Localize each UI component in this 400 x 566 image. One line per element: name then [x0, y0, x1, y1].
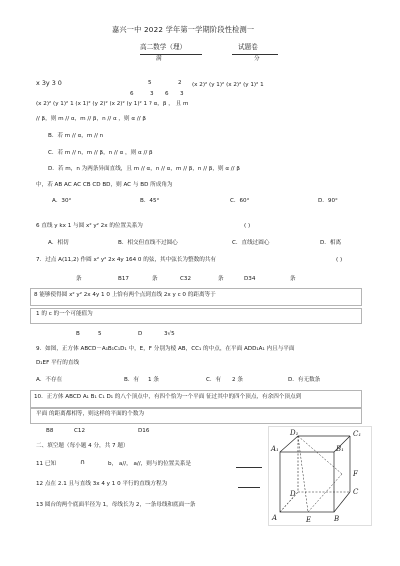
- q-angle-opt-a: A．30°: [52, 198, 72, 204]
- q6-opt-c: C．直线过圆心: [232, 240, 270, 246]
- full-marks-label: 满: [156, 56, 162, 62]
- paper-label: 试题卷: [238, 43, 258, 51]
- q1-line1b: (x 2)² (y 1)² (x 2)² (y 1)² 1: [192, 82, 264, 88]
- q11-rest: b， a//， a//，则与的位置关系是: [108, 461, 192, 467]
- q8-line2: 1 的 c 的一个可能值为: [36, 311, 93, 317]
- q7-stem: 7．过点 A(11,2) 作圆 x² y² 2x 4y 164 0 的弦，其中弦长为整数的共有: [36, 257, 216, 263]
- label-d1: D₁: [290, 429, 299, 437]
- q-angle-opt-b: B．45°: [140, 198, 160, 204]
- q7-opt-2: B17: [118, 276, 129, 282]
- q9-opt-c-val: 2 条: [232, 377, 243, 383]
- title-underline: [140, 54, 202, 55]
- q9-opt-c: C．有: [206, 377, 222, 383]
- q6-opt-d: D．相离: [320, 240, 342, 246]
- frac-den-4: 3: [180, 91, 184, 97]
- paper-underline: [232, 54, 278, 55]
- q9-opt-a: A．不存在: [36, 377, 63, 383]
- q12-stem: 12 点在 2.1 且与直线 3x 4 y 1 0 平行的直线方程为: [36, 481, 168, 487]
- q9-stem: 9．如图，正方体 ABCD－A₁B₁C₁D₁ 中，E，F 分别为棱 AB，CC₁ 的中点，在平面 ADD₁A₁ 内且与平面: [36, 346, 295, 352]
- q1-line3: // β，则 m // α，m // β，n // α ，则 α // β: [36, 116, 146, 122]
- q10-line2: 平面 的距离都相等，则这样的平面的个数为: [36, 411, 145, 417]
- page-subtitle: 高二数学（理）: [140, 43, 187, 51]
- q8-opt-b: B: [76, 331, 80, 337]
- frac-den-3: 6: [165, 91, 169, 97]
- q7-paren: ( ): [336, 257, 343, 263]
- q9-opt-b: B．有: [124, 377, 140, 383]
- q1-line1: x 3y 3 0: [36, 79, 62, 87]
- q8-opt-d-val: 3√5: [164, 331, 175, 337]
- q10-opt-d: D16: [138, 428, 150, 434]
- label-b: B: [334, 515, 340, 523]
- q8-opt-b-val: 5: [98, 331, 102, 337]
- frac-num-2: 2: [178, 80, 182, 86]
- q8-line2-box: [30, 308, 362, 324]
- q11-cap-symbol: ∩: [80, 458, 86, 466]
- q11-answer-blank: [236, 467, 262, 468]
- q7-opt-5: 条: [218, 276, 224, 282]
- q8-stem: 8 能够使得圆 x² y² 2x 4y 1 0 上恰有两个点到直线 2x y c 0 的距离等于: [34, 292, 216, 298]
- q9-opt-d: D．有无数条: [288, 377, 321, 383]
- q7-opt-4: C32: [180, 276, 192, 282]
- frac-den-2: 3: [150, 91, 154, 97]
- q7-opt-3: 条: [152, 276, 158, 282]
- label-c1: C₁: [353, 430, 362, 438]
- q1-line6: D．若 m，n 为两条异面直线，且 m // α，n // α，m // β，n // β，则 α // β: [48, 166, 240, 172]
- q-angle-opt-c: C．60°: [230, 198, 250, 204]
- label-a: A: [272, 514, 278, 522]
- label-f: F: [353, 470, 358, 478]
- q-angle-opt-d: D．90°: [318, 198, 338, 204]
- q1-line5: C．若 m // n，m // β，n // α ，则 α // β: [48, 150, 153, 156]
- label-a1: A₁: [271, 445, 279, 453]
- q6-paren: ( ): [244, 223, 251, 229]
- page-title: 嘉兴一中 2022 学年第一学期阶段性检测一: [112, 25, 255, 34]
- cube-figure: [268, 426, 372, 526]
- q13-stem: 13 圆台的两个底面半径为 1，母线长为 2，一条母线和底面一条: [36, 502, 196, 508]
- q11-stem: 11 已知: [36, 461, 57, 467]
- q6-opt-a: A．相切: [48, 240, 69, 246]
- q10-opt-c: C12: [74, 428, 86, 434]
- q7-opt-6: D34: [244, 276, 256, 282]
- q8-opt-d: D: [138, 331, 143, 337]
- frac-den-1: 6: [130, 91, 134, 97]
- q6-stem: 6 直线 y kx 1 与圆 x² y² 2x 的位置关系为: [36, 223, 143, 229]
- score-label: 分: [254, 56, 260, 62]
- q7-opt-7: 条: [290, 276, 296, 282]
- q1-line4: B．若 m // α，m // n: [48, 133, 104, 139]
- label-c: C: [353, 488, 359, 496]
- label-b1: B₁: [336, 445, 344, 453]
- label-e: E: [306, 516, 312, 524]
- q6-opt-b: B．相交但直线不过圆心: [118, 240, 178, 246]
- q7-opt-1: 条: [76, 276, 82, 282]
- q9-line2: D₁EF 平行的直线: [36, 360, 80, 366]
- q10-opt-b: B8: [46, 428, 54, 434]
- q9-opt-b-val: 1 条: [148, 377, 159, 383]
- section2-heading: 二、填空题（每小题 4 分，共 7 题）: [36, 443, 129, 449]
- q12-answer-blank: [238, 487, 260, 488]
- q1-line2: (x 2)² (y 1)² 1 (x 1)² (y 2)² (x 2)² (y 1)² 1 ? α，β ， 且 m: [36, 101, 189, 107]
- q10-stem: 10．正方体 ABCD A₁ B₁ C₁ D₁ 的八个顶点中，有四个恰为一个平面 征过其中的四个顶点，有余四个顶点到: [34, 394, 302, 400]
- frac-num-1: 5: [148, 80, 152, 86]
- q-angle-stem: 中，若 AB AC AC CB CD BD，则 AC 与 BD 所成角为: [36, 182, 173, 188]
- label-d: D: [290, 490, 296, 498]
